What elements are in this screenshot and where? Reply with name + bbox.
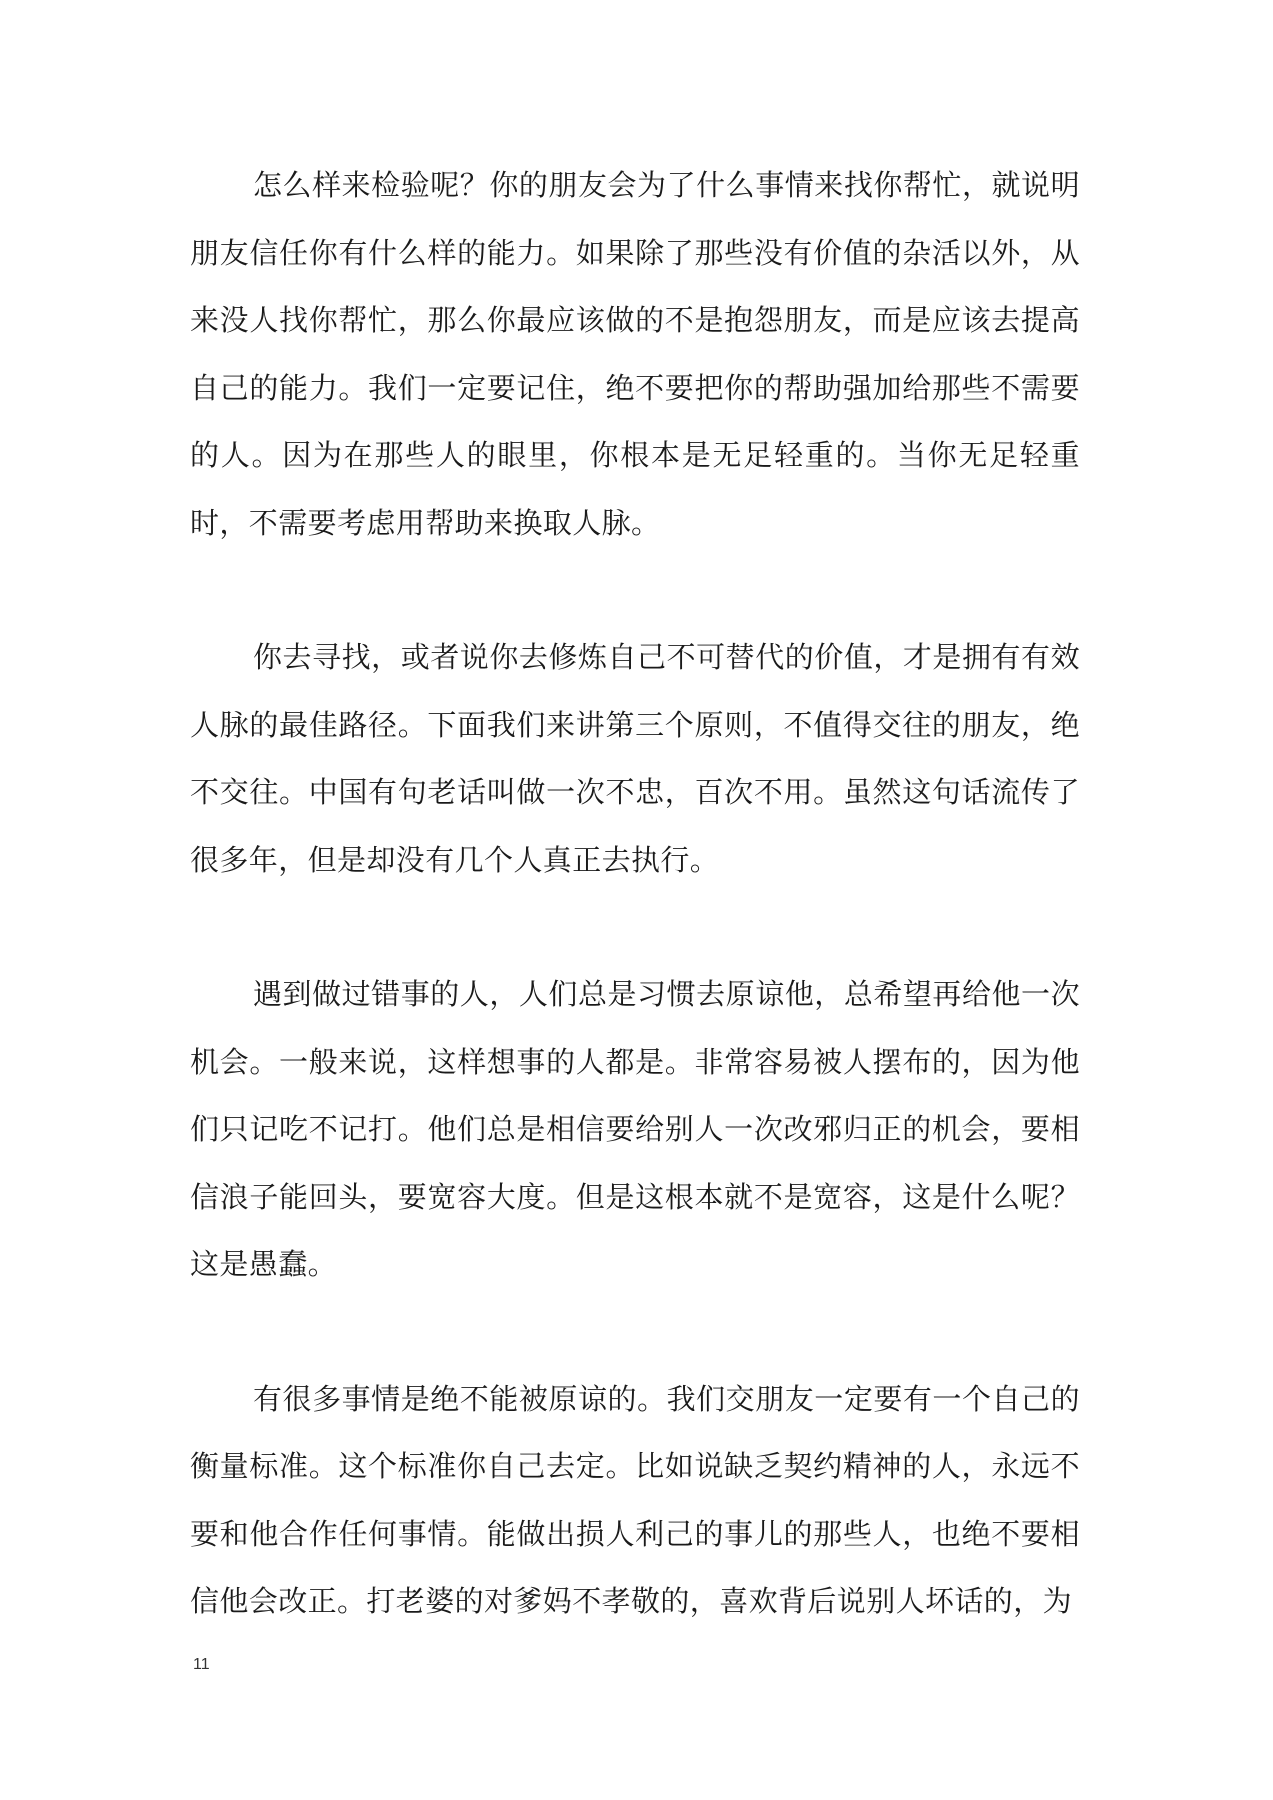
page-body (190, 152, 1080, 1636)
paragraph-4: 有很多事情是绝不能被原谅的。我们交朋友一定要有一个自己的衡量标准。这个标准你自己去定。比如说缺乏契约精神的人，永远不要和他合作任何事情。能做出损人利己的事儿的那些人，也绝不要相信他会改正。打老婆的对爹妈不孝敬的，喜欢背后说别人坏话的，为 (190, 1381, 1080, 1618)
page-number: 11 (193, 1656, 210, 1673)
paragraph-3: 遇到做过错事的人，人们总是习惯去原谅他，总希望再给他一次机会。一般来说，这样想事的人都是。非常容易被人摆布的，因为他们只记吃不记打。他们总是相信要给别人一次改邪归正的机会，要相信浪子能回头，要宽容大度。但是这根本就不是宽容，这是什么呢？这是愚蠢。 (190, 977, 1080, 1281)
paragraph-1: 怎么样来检验呢？你的朋友会为了什么事情来找你帮忙，就说明朋友信任你有什么样的能力。如果除了那些没有价值的杂活以外，从来没人找你帮忙，那么你最应该做的不是抱怨朋友，而是应该去提高自己的能力。我们一定要记住，绝不要把你的帮助强加给那些不需要的人。因为在那些人的眼里，你根本是无足轻重的。当你无足轻重时，不需要考虑用帮助来换取人脉。 (190, 168, 1080, 540)
paragraph-2: 你去寻找，或者说你去修炼自己不可替代的价值，才是拥有有效人脉的最佳路径。下面我们来讲第三个原则，不值得交往的朋友，绝不交往。中国有句老话叫做一次不忠，百次不用。虽然这句话流传了很多年，但是却没有几个人真正去执行。 (190, 640, 1080, 877)
